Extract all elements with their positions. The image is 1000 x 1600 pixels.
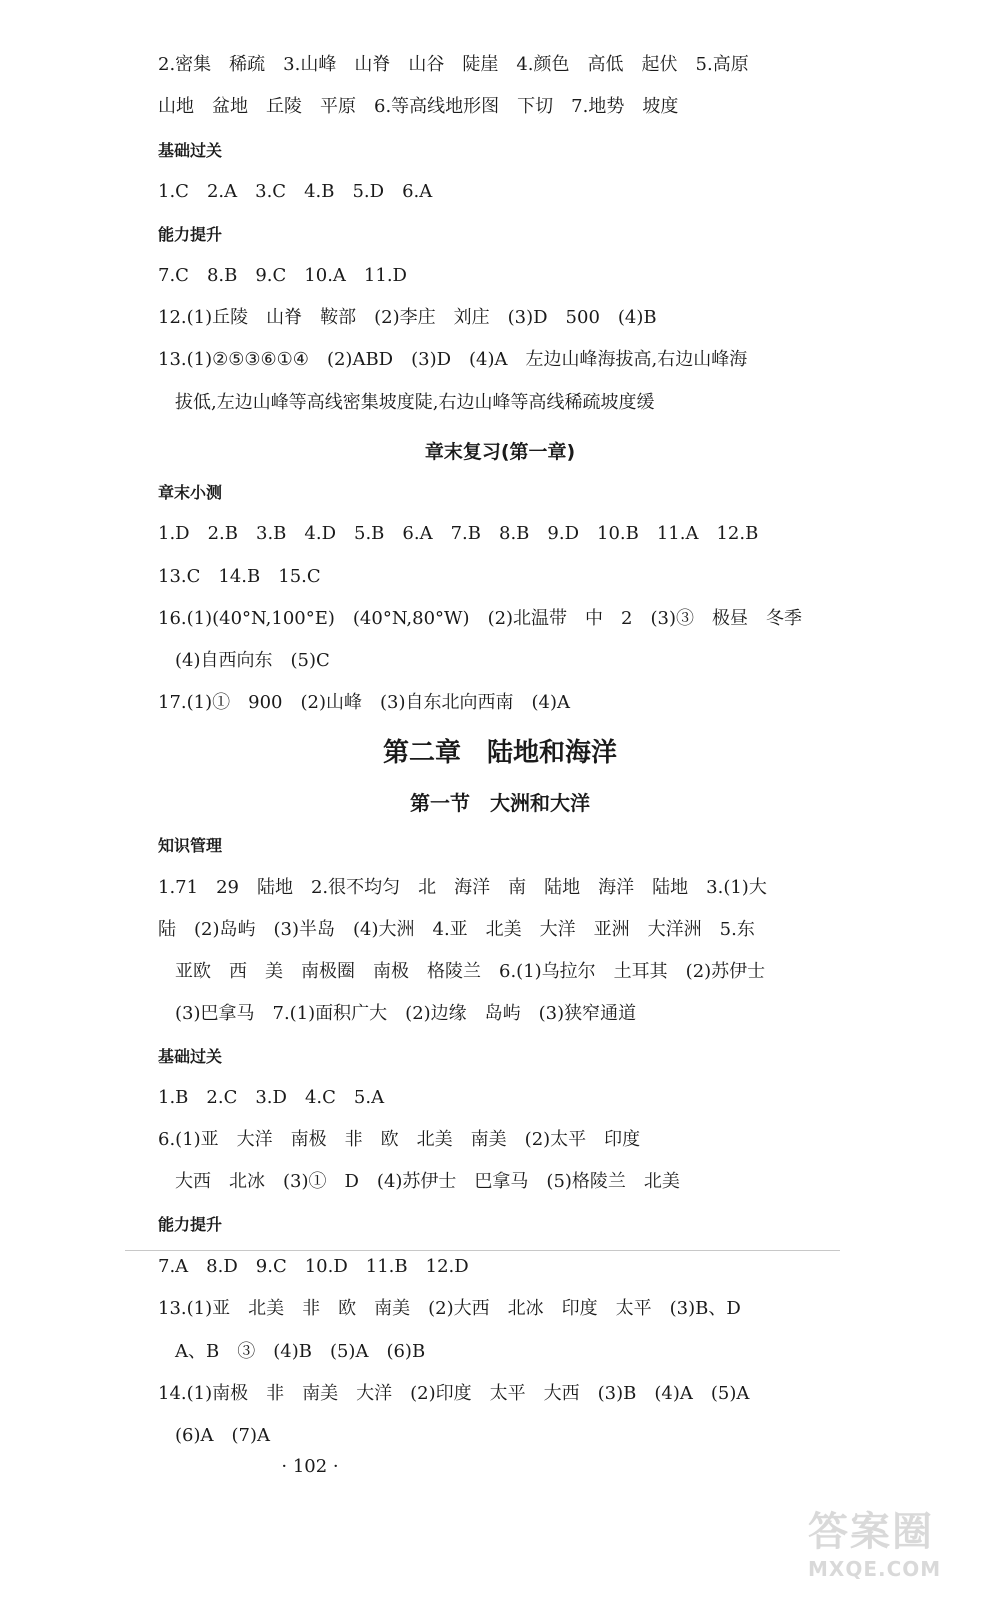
answer-line: 12.(1)丘陵 山脊 鞍部 (2)李庄 刘庄 (3)D 500 (4)B bbox=[158, 307, 657, 328]
answer-line: 13.(1)亚 北美 非 欧 南美 (2)大西 北冰 印度 太平 (3)B、D bbox=[158, 1298, 741, 1319]
answer-line: 2.密集 稀疏 3.山峰 山脊 山谷 陡崖 4.颜色 高低 起伏 5.高原 bbox=[158, 54, 749, 75]
answer-line: (3)巴拿马 7.(1)面积广大 (2)边缘 岛屿 (3)狭窄通道 bbox=[175, 1003, 637, 1024]
subheading-knowledge: 知识管理 bbox=[158, 836, 223, 855]
answer-line: 17.(1)① 900 (2)山峰 (3)自东北向西南 (4)A bbox=[158, 692, 570, 713]
chapter-title: 第二章 陆地和海洋 bbox=[382, 738, 617, 768]
answer-line: 1.D 2.B 3.B 4.D 5.B 6.A 7.B 8.B 9.D 10.B 11.A 12.B bbox=[158, 523, 759, 544]
answer-line: 大西 北冰 (3)① D (4)苏伊士 巴拿马 (5)格陵兰 北美 bbox=[175, 1171, 680, 1192]
answer-line: 7.A 8.D 9.C 10.D 11.B 12.D bbox=[158, 1256, 469, 1277]
answer-line: 13.(1)②⑤③⑥①④ (2)ABD (3)D (4)A 左边山峰海拔高,右边山峰海 bbox=[158, 349, 748, 370]
scan-divider-line bbox=[125, 1250, 840, 1251]
watermark-logo-text: 答案圈 bbox=[808, 1509, 934, 1555]
subheading-basic: 基础过关 bbox=[158, 141, 223, 160]
subheading-basic: 基础过关 bbox=[158, 1047, 223, 1066]
page-number: · 102 · bbox=[281, 1456, 339, 1477]
answer-line: 6.(1)亚 大洋 南极 非 欧 北美 南美 (2)太平 印度 bbox=[158, 1129, 641, 1150]
answer-line: 陆 (2)岛屿 (3)半岛 (4)大洲 4.亚 北美 大洋 亚洲 大洋洲 5.东 bbox=[158, 919, 755, 940]
subheading-ability: 能力提升 bbox=[158, 225, 223, 244]
section-title: 第一节 大洲和大洋 bbox=[410, 791, 590, 815]
watermark-site-text: MXQE.COM bbox=[808, 1557, 942, 1581]
answer-line: (4)自西向东 (5)C bbox=[175, 650, 330, 671]
answer-line: 1.C 2.A 3.C 4.B 5.D 6.A bbox=[158, 181, 433, 202]
answer-line: 13.C 14.B 15.C bbox=[158, 566, 321, 587]
answer-line: 拔低,左边山峰等高线密集坡度陡,右边山峰等高线稀疏坡度缓 bbox=[175, 392, 655, 413]
answer-line: 山地 盆地 丘陵 平原 6.等高线地形图 下切 7.地势 坡度 bbox=[158, 96, 679, 117]
chapter-review-heading: 章末复习(第一章) bbox=[424, 441, 576, 463]
answer-line: A、B ③ (4)B (5)A (6)B bbox=[175, 1341, 426, 1362]
answer-line: 7.C 8.B 9.C 10.A 11.D bbox=[158, 265, 407, 286]
watermark-logo bbox=[808, 1500, 978, 1590]
answer-line: 1.71 29 陆地 2.很不均匀 北 海洋 南 陆地 海洋 陆地 3.(1)大 bbox=[158, 877, 767, 898]
answer-line: 亚欧 西 美 南极圈 南极 格陵兰 6.(1)乌拉尔 土耳其 (2)苏伊士 bbox=[175, 961, 766, 982]
answer-line: 14.(1)南极 非 南美 大洋 (2)印度 太平 大西 (3)B (4)A (5)A bbox=[158, 1383, 750, 1404]
subheading-chapter-quiz: 章末小测 bbox=[158, 483, 223, 502]
answer-line: 1.B 2.C 3.D 4.C 5.A bbox=[158, 1087, 385, 1108]
answer-line: (6)A (7)A bbox=[175, 1425, 270, 1446]
subheading-ability: 能力提升 bbox=[158, 1215, 223, 1234]
answer-line: 16.(1)(40°N,100°E) (40°N,80°W) (2)北温带 中 2 (3)③ 极昼 冬季 bbox=[158, 608, 803, 629]
